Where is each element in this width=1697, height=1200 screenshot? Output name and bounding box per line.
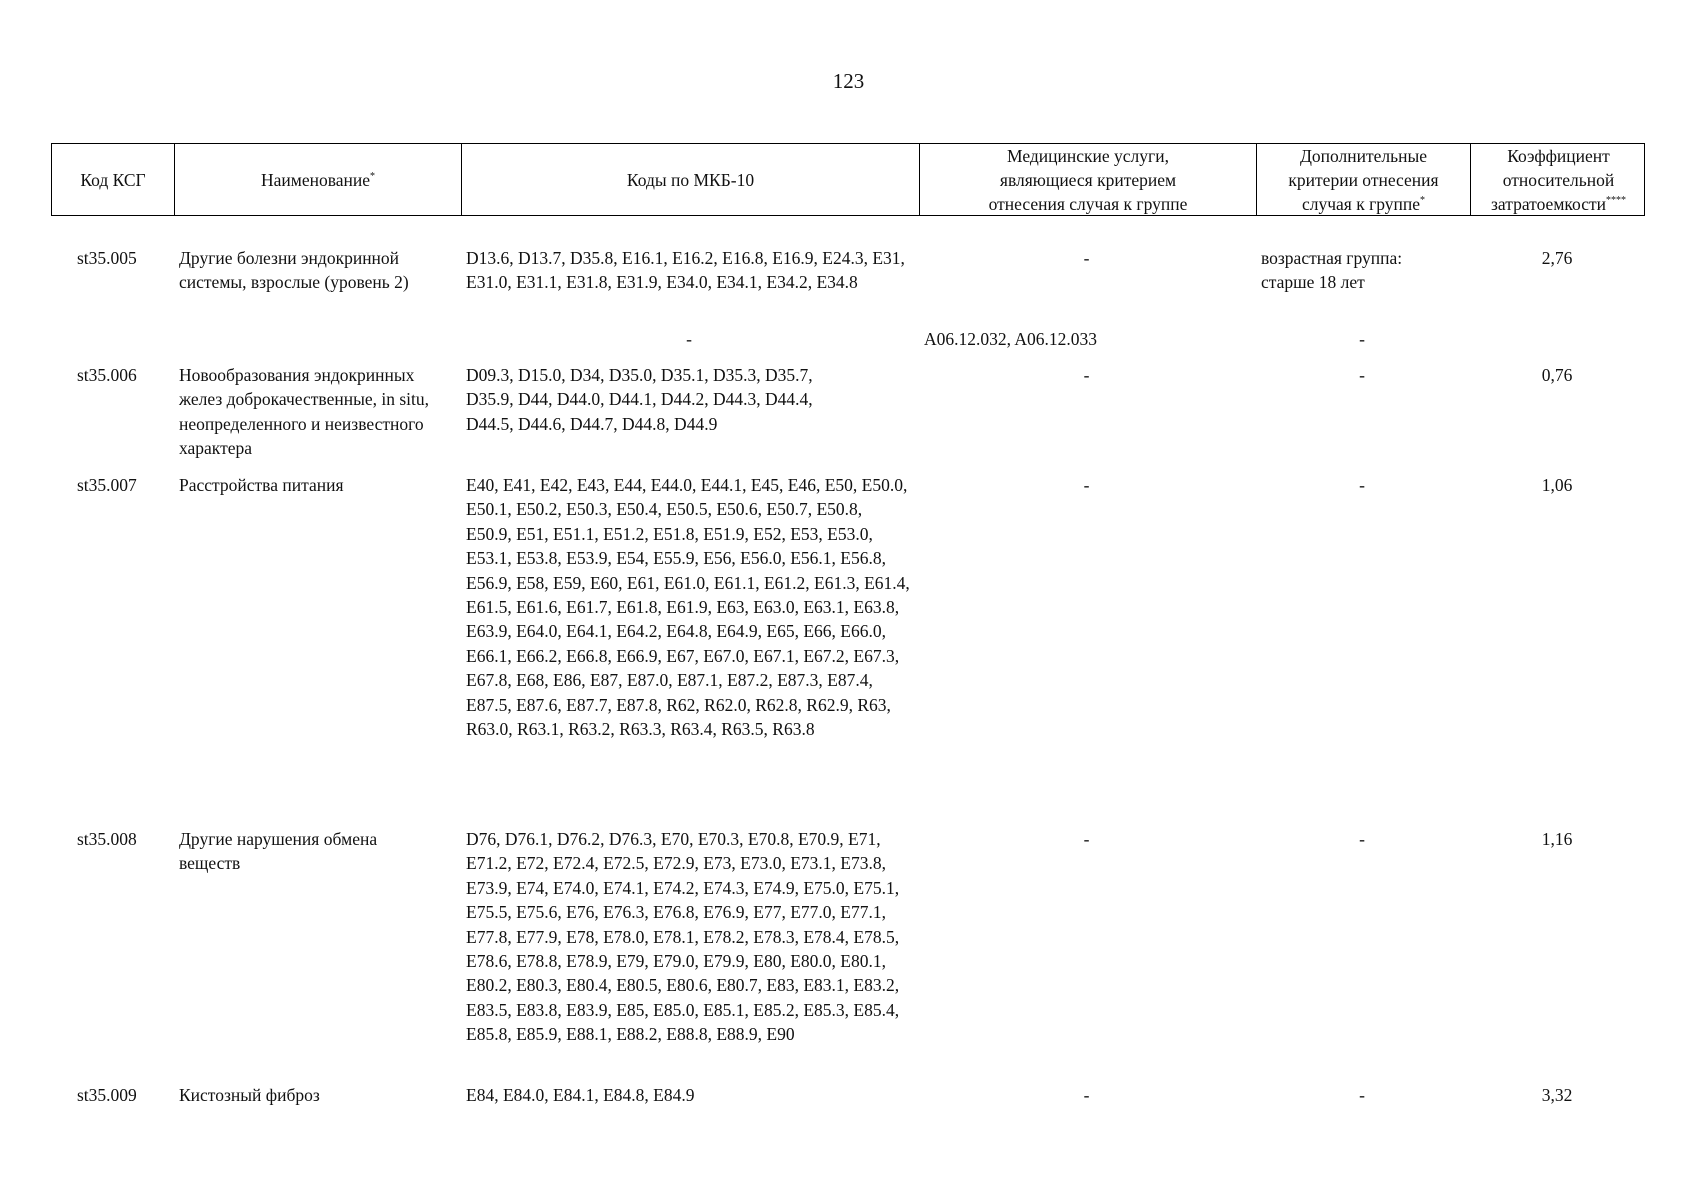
header-name-footnote-mark: *	[370, 171, 376, 183]
header-icd: Коды по МКБ-10	[461, 144, 919, 216]
row-code: st35.006	[77, 365, 137, 385]
row-coef: 1,16	[1541, 829, 1573, 849]
row-icd: D76, D76.1, D76.2, D76.3, E70, E70.3, E70.8, E70.9, E71, E71.2, E72, E72.4, E72.5, E72.9, E73, E73.0, E73.1, E73.8, E73.9, E74, E74.0, E74.1, E74.2, E74.3, E74.9, E75.0, E75.1, E75.5, E75.6, E76, E76.3, E76.8, E76.9, E77, E77.0, E77.1, E77.8, E77.9, E78, E78.0, E78.1, E78.2, E78.3, E78.4, E78.5, E78.6, E78.8, E78.9, E79, E79.0, E79.9, E80, E80.0, E80.1, E80.2, E80.3, E80.4, E80.5, E80.6, E80.7, E83, E83.1, E83.2, E83.5, E83.8, E83.9, E85, E85.0, E85.1, E85.2, E85.3, E85.4, E85.8, E85.9, E88.1, E88.2, E88.8, E88.9, E90	[466, 829, 900, 1045]
table-row	[51, 473, 1645, 741]
row-icd: D13.6, D13.7, D35.8, E16.1, E16.2, E16.8, E16.9, E24.3, E31, E31.0, E31.1, E31.8, E31.9, E34.0, E34.1, E34.2, E34.8	[466, 248, 905, 293]
row-services: -	[1083, 248, 1090, 268]
row-criteria: -	[1359, 329, 1365, 349]
header-services: Медицинские услуги, являющиеся критерием отнесения случая к группе	[919, 144, 1256, 216]
table-row	[51, 1083, 1645, 1107]
row-icd: E40, E41, E42, E43, E44, E44.0, E44.1, E45, E46, E50, E50.0, E50.1, E50.2, E50.3, E50.4, E50.5, E50.6, E50.7, E50.8, E50.9, E51, E51.1, E51.2, E51.8, E51.9, E52, E53, E53.0, E53.1, E53.8, E53.9, E54, E55.9, E56, E56.0, E56.1, E56.8, E56.9, E58, E59, E60, E61, E61.0, E61.1, E61.2, E61.3, E61.4, E61.5, E61.6, E61.7, E61.8, E61.9, E63, E63.0, E63.1, E63.8, E63.9, E64.0, E64.1, E64.2, E64.8, E64.9, E65, E66, E66.0, E66.1, E66.2, E66.8, E66.9, E67, E67.0, E67.1, E67.2, E67.3, E67.8, E68, E86, E87, E87.0, E87.1, E87.2, E87.3, E87.4, E87.5, E87.6, E87.7, E87.8, R62, R62.0, R62.8, R62.9, R63, R63.0, R63.1, R63.2, R63.3, R63.4, R63.5, R63.8	[466, 475, 910, 740]
row-criteria: возрастная группа: старше 18 лет	[1261, 248, 1403, 293]
row-coef: 1,06	[1541, 475, 1573, 495]
header-criteria-footnote-mark: *	[1420, 195, 1426, 207]
row-code: st35.009	[77, 1085, 137, 1105]
ksg-table	[51, 143, 1645, 1105]
row-services: -	[1083, 829, 1090, 849]
row-criteria: -	[1359, 475, 1365, 495]
table-row	[51, 827, 1645, 1047]
header-code: Код КСГ	[80, 170, 146, 190]
page-number: 123	[832, 69, 865, 93]
row-icd: -	[686, 329, 692, 349]
table-header	[51, 143, 1645, 216]
header-name: Наименование*	[174, 144, 461, 216]
row-services: -	[1083, 1085, 1090, 1105]
row-services: -	[1083, 475, 1090, 495]
row-name: Расстройства питания	[179, 475, 344, 495]
row-code: st35.005	[77, 248, 137, 268]
row-icd: E84, E84.0, E84.1, E84.8, E84.9	[466, 1085, 695, 1105]
row-coef: 3,32	[1541, 1085, 1573, 1105]
header-coef: Коэффициент относительной затратоемкости****	[1470, 144, 1646, 216]
row-name	[173, 327, 460, 351]
row-criteria: -	[1359, 365, 1365, 385]
row-code: st35.007	[77, 475, 137, 495]
row-coef	[1469, 327, 1645, 351]
row-name: Другие болезни эндокринной системы, взрослые (уровень 2)	[179, 248, 409, 293]
row-coef: 0,76	[1541, 365, 1573, 385]
row-code	[51, 327, 173, 351]
row-services: A06.12.032, A06.12.033	[924, 329, 1098, 349]
row-services: -	[1083, 365, 1090, 385]
header-coef-footnote-mark: ****	[1605, 195, 1626, 207]
row-name: Новообразования эндокринных желез доброкачественные, in situ, неопределенного и неизвестного характера	[179, 365, 429, 459]
table-row	[51, 246, 1645, 295]
row-name: Другие нарушения обмена веществ	[179, 829, 378, 874]
row-criteria: -	[1359, 1085, 1365, 1105]
row-code: st35.008	[77, 829, 137, 849]
row-coef: 2,76	[1541, 248, 1573, 268]
header-criteria: Дополнительные критерии отнесения случая к группе*	[1256, 144, 1470, 216]
row-name: Кистозный фиброз	[179, 1085, 320, 1105]
row-icd: D09.3, D15.0, D34, D35.0, D35.1, D35.3, D35.7, D35.9, D44, D44.0, D44.1, D44.2, D44.3, D44.4, D44.5, D44.6, D44.7, D44.8, D44.9	[466, 365, 813, 434]
table-row	[51, 363, 1645, 461]
row-criteria: -	[1359, 829, 1365, 849]
table-row	[51, 327, 1645, 351]
